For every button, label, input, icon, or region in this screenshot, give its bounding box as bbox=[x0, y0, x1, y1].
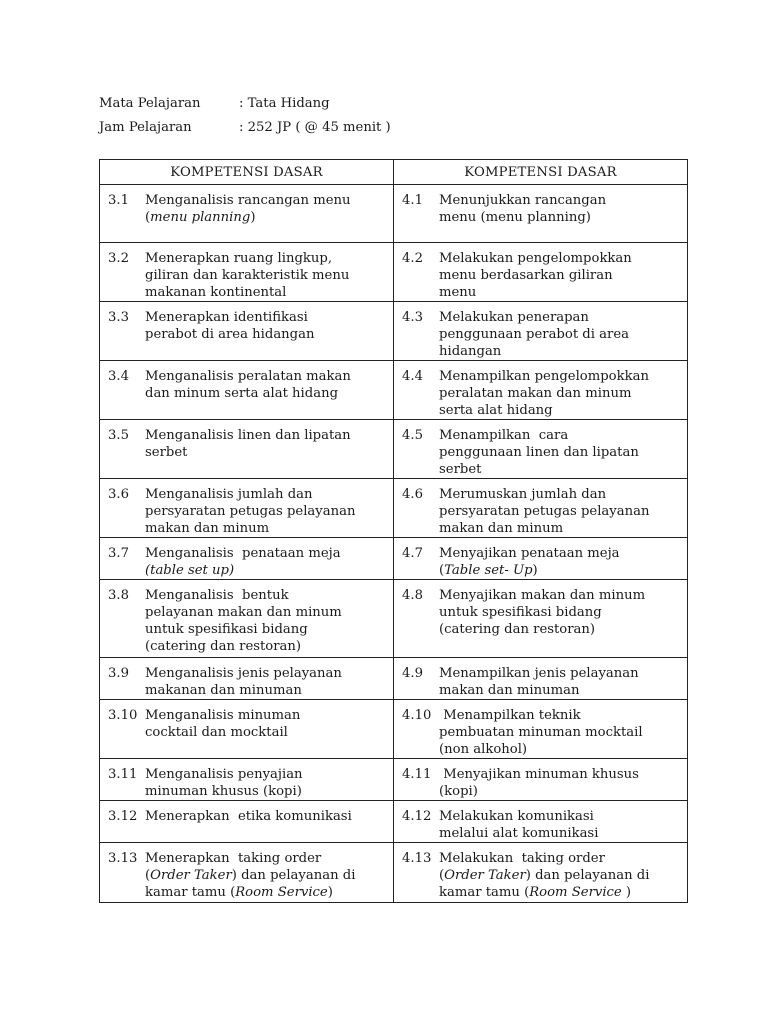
competency-cell-skill bbox=[394, 700, 688, 759]
competency-number: 4.5 bbox=[402, 428, 423, 443]
table-row bbox=[100, 361, 688, 420]
competency-text: Menganalisis minuman cocktail dan mocktail bbox=[145, 708, 301, 740]
competency-cell-skill bbox=[394, 302, 688, 361]
competency-number: 3.6 bbox=[108, 487, 129, 502]
competency-number: 3.1 bbox=[108, 193, 129, 208]
competency-number: 3.4 bbox=[108, 369, 129, 384]
competency-cell-knowledge bbox=[100, 658, 394, 700]
competency-text: Menampilkan teknik pembuatan minuman mocktail (non alkohol) bbox=[439, 708, 643, 757]
competency-text: Melakukan pengelompokkan menu berdasarkan giliran menu bbox=[439, 251, 632, 300]
competency-cell-knowledge bbox=[100, 420, 394, 479]
competency-cell-knowledge bbox=[100, 302, 394, 361]
table-body bbox=[100, 185, 688, 903]
competency-text: Menampilkan cara penggunaan linen dan lipatan serbet bbox=[439, 428, 639, 477]
competency-cell-knowledge bbox=[100, 361, 394, 420]
competency-number: 4.13 bbox=[402, 851, 432, 866]
competency-number: 3.8 bbox=[108, 588, 129, 603]
competency-cell-skill bbox=[394, 801, 688, 843]
competency-number: 3.9 bbox=[108, 666, 129, 681]
competency-number: 4.2 bbox=[402, 251, 423, 266]
competency-cell-skill bbox=[394, 243, 688, 302]
competency-text: Menerapkan ruang lingkup, giliran dan karakteristik menu makanan kontinental bbox=[145, 251, 350, 300]
competency-text: Menampilkan pengelompokkan peralatan makan dan minum serta alat hidang bbox=[439, 369, 649, 418]
table-row bbox=[100, 479, 688, 538]
competency-number: 4.10 bbox=[402, 708, 432, 723]
competency-number: 3.3 bbox=[108, 310, 129, 325]
subject-row bbox=[99, 91, 391, 115]
competency-text: Menerapkan identifikasi perabot di area hidangan bbox=[145, 310, 315, 342]
table-row bbox=[100, 700, 688, 759]
competency-number: 3.12 bbox=[108, 809, 138, 824]
subject-label: Mata Pelajaran bbox=[99, 95, 201, 111]
competency-text: Menganalisis bentuk pelayanan makan dan minum untuk spesifikasi bidang (catering dan restoran) bbox=[145, 588, 342, 654]
competency-number: 4.11 bbox=[402, 767, 432, 782]
subject-value: : Tata Hidang bbox=[239, 95, 330, 111]
competency-number: 3.11 bbox=[108, 767, 138, 782]
competency-text: Menganalisis jumlah dan persyaratan petugas pelayanan makan dan minum bbox=[145, 487, 356, 536]
competency-cell-knowledge bbox=[100, 479, 394, 538]
competency-cell-skill bbox=[394, 361, 688, 420]
competency-text: Menerapkan etika komunikasi bbox=[145, 809, 352, 824]
competency-number: 4.12 bbox=[402, 809, 432, 824]
competency-text: Menerapkan taking order (Order Taker) dan pelayanan di kamar tamu (Room Service) bbox=[145, 851, 356, 900]
competency-cell-skill bbox=[394, 479, 688, 538]
competency-number: 4.4 bbox=[402, 369, 423, 384]
competency-number: 3.13 bbox=[108, 851, 138, 866]
competency-text: Menganalisis peralatan makan dan minum serta alat hidang bbox=[145, 369, 351, 401]
column-header-left: KOMPETENSI DASAR bbox=[100, 160, 394, 185]
competency-text: Menyajikan minuman khusus (kopi) bbox=[439, 767, 639, 799]
competency-cell-knowledge bbox=[100, 843, 394, 903]
competency-number: 3.2 bbox=[108, 251, 129, 266]
competency-cell-knowledge bbox=[100, 700, 394, 759]
table-row bbox=[100, 302, 688, 361]
competency-cell-knowledge bbox=[100, 185, 394, 243]
table-row bbox=[100, 843, 688, 903]
competency-cell-skill bbox=[394, 538, 688, 580]
competency-text: Menganalisis jenis pelayanan makanan dan minuman bbox=[145, 666, 342, 698]
document-header bbox=[99, 91, 391, 139]
hours-label: Jam Pelajaran bbox=[99, 119, 192, 135]
table-row bbox=[100, 658, 688, 700]
competency-number: 4.1 bbox=[402, 193, 423, 208]
competency-text: Menunjukkan rancangan menu (menu planning) bbox=[439, 193, 607, 225]
competency-table bbox=[99, 159, 688, 903]
competency-number: 4.8 bbox=[402, 588, 423, 603]
competency-text: Melakukan komunikasi melalui alat komunikasi bbox=[439, 809, 599, 841]
competency-number: 4.6 bbox=[402, 487, 423, 502]
competency-cell-skill bbox=[394, 420, 688, 479]
competency-cell-knowledge bbox=[100, 538, 394, 580]
competency-cell-skill bbox=[394, 759, 688, 801]
column-header-right: KOMPETENSI DASAR bbox=[394, 160, 688, 185]
competency-cell-skill bbox=[394, 843, 688, 903]
competency-text: Melakukan penerapan penggunaan perabot di area hidangan bbox=[439, 310, 629, 359]
competency-cell-knowledge bbox=[100, 243, 394, 302]
table-row bbox=[100, 185, 688, 243]
competency-text: Melakukan taking order (Order Taker) dan pelayanan di kamar tamu (Room Service ) bbox=[439, 851, 650, 900]
competency-cell-skill bbox=[394, 580, 688, 658]
table-row bbox=[100, 243, 688, 302]
hours-value: : 252 JP ( @ 45 menit ) bbox=[239, 119, 391, 135]
competency-number: 3.10 bbox=[108, 708, 138, 723]
competency-cell-knowledge bbox=[100, 801, 394, 843]
competency-text: Menyajikan makan dan minum untuk spesifikasi bidang (catering dan restoran) bbox=[439, 588, 646, 637]
competency-cell-knowledge bbox=[100, 759, 394, 801]
competency-cell-knowledge bbox=[100, 580, 394, 658]
competency-text: Menganalisis rancangan menu (menu planning) bbox=[145, 193, 351, 225]
competency-text: Menyajikan penataan meja (Table set- Up) bbox=[439, 546, 620, 578]
table-row bbox=[100, 580, 688, 658]
competency-text: Menganalisis penyajian minuman khusus (kopi) bbox=[145, 767, 303, 799]
competency-text: Merumuskan jumlah dan persyaratan petugas pelayanan makan dan minum bbox=[439, 487, 650, 536]
competency-number: 3.5 bbox=[108, 428, 129, 443]
table-row bbox=[100, 801, 688, 843]
competency-number: 4.7 bbox=[402, 546, 423, 561]
competency-cell-skill bbox=[394, 185, 688, 243]
competency-cell-skill bbox=[394, 658, 688, 700]
table-row bbox=[100, 420, 688, 479]
table-row bbox=[100, 538, 688, 580]
competency-number: 3.7 bbox=[108, 546, 129, 561]
hours-row bbox=[99, 115, 391, 139]
competency-number: 4.3 bbox=[402, 310, 423, 325]
table-row bbox=[100, 759, 688, 801]
table-header-row bbox=[100, 160, 688, 185]
competency-text: Menganalisis linen dan lipatan serbet bbox=[145, 428, 351, 460]
competency-text: Menganalisis penataan meja (table set up) bbox=[145, 546, 341, 578]
competency-number: 4.9 bbox=[402, 666, 423, 681]
competency-text: Menampilkan jenis pelayanan makan dan minuman bbox=[439, 666, 639, 698]
